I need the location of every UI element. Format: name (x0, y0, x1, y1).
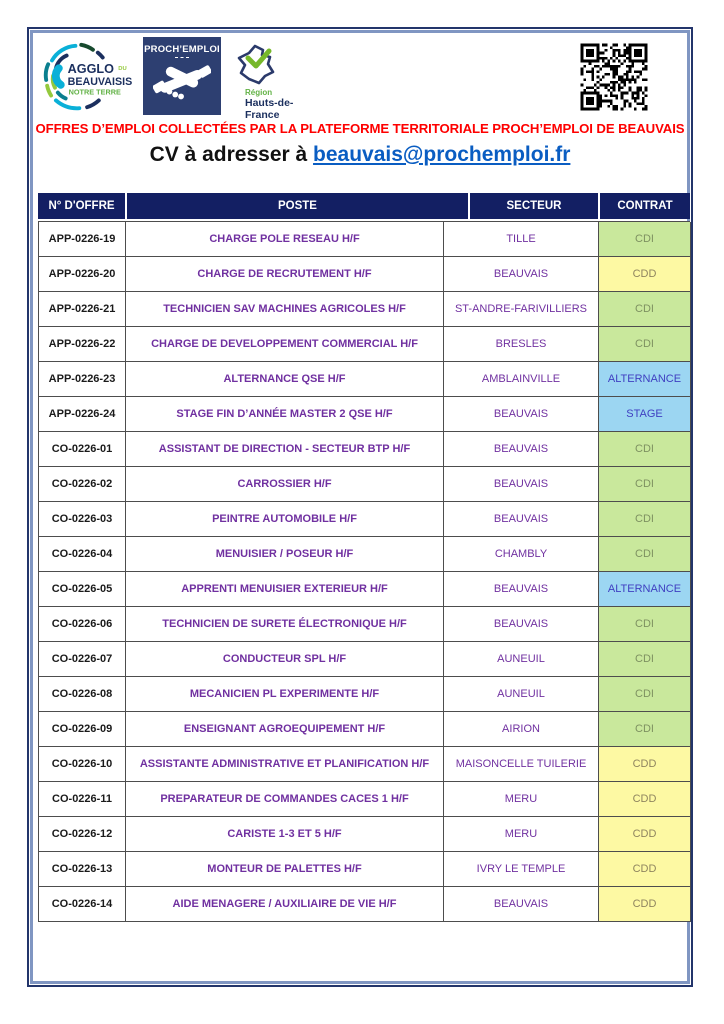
cell-secteur: ST-ANDRE-FARIVILLIERS (444, 292, 599, 327)
cell-poste: CONDUCTEUR SPL H/F (126, 642, 444, 677)
cell-poste: AIDE MENAGERE / AUXILIAIRE DE VIE H/F (126, 887, 444, 922)
cell-secteur: BEAUVAIS (444, 432, 599, 467)
cell-secteur: IVRY LE TEMPLE (444, 852, 599, 887)
cell-poste: CHARGE DE DEVELOPPEMENT COMMERCIAL H/F (126, 327, 444, 362)
qr-code-canvas (578, 41, 650, 113)
page-title: OFFRES D’EMPLOI COLLECTÉES PAR LA PLATEFORME TERRITORIALE PROCH’EMPLOI DE BEAUVAIS (35, 121, 685, 136)
cell-poste: ASSISTANTE ADMINISTRATIVE ET PLANIFICATION H/F (126, 747, 444, 782)
table-row (39, 642, 690, 677)
cell-secteur: AMBLAINVILLE (444, 362, 599, 397)
cell-secteur: CHAMBLY (444, 537, 599, 572)
cell-offer-number: APP-0226-23 (39, 362, 126, 397)
email-link[interactable]: beauvais@prochemploi.fr (313, 143, 571, 166)
hauts-de-france-logo (231, 43, 327, 121)
cell-poste: ASSISTANT DE DIRECTION - SECTEUR BTP H/F (126, 432, 444, 467)
cell-secteur: MERU (444, 782, 599, 817)
cell-offer-number: CO-0226-05 (39, 572, 126, 607)
prochemploi-dash (175, 57, 189, 58)
cell-poste: TECHNICIEN DE SURETE ÉLECTRONIQUE H/F (126, 607, 444, 642)
cell-contrat: STAGE (599, 397, 691, 432)
cell-contrat: CDD (599, 852, 691, 887)
cell-contrat: CDD (599, 747, 691, 782)
table-row (39, 362, 690, 397)
agglo-swirl-icon (43, 39, 139, 115)
page-content (33, 33, 687, 981)
cell-secteur: BEAUVAIS (444, 502, 599, 537)
table-row (39, 747, 690, 782)
table-row (39, 817, 690, 852)
cell-offer-number: CO-0226-09 (39, 712, 126, 747)
header-contrat: CONTRAT (598, 193, 690, 219)
cell-offer-number: CO-0226-12 (39, 817, 126, 852)
table-row (39, 257, 690, 292)
table-row (39, 537, 690, 572)
cell-poste: APPRENTI MENUISIER EXTERIEUR H/F (126, 572, 444, 607)
cell-poste: MONTEUR DE PALETTES H/F (126, 852, 444, 887)
cell-contrat: ALTERNANCE (599, 362, 691, 397)
table-row (39, 502, 690, 537)
cell-secteur: BEAUVAIS (444, 257, 599, 292)
cell-offer-number: CO-0226-04 (39, 537, 126, 572)
table-row (39, 852, 690, 887)
cell-contrat: CDD (599, 782, 691, 817)
cell-offer-number: CO-0226-02 (39, 467, 126, 502)
table-row (39, 607, 690, 642)
agglo-line1b-text: DU (118, 66, 127, 73)
cell-offer-number: CO-0226-07 (39, 642, 126, 677)
cell-offer-number: APP-0226-21 (39, 292, 126, 327)
agglo-line2-text: BEAUVAISIS (67, 75, 133, 88)
cell-contrat: CDI (599, 677, 691, 712)
jobs-table (38, 193, 690, 922)
cell-offer-number: APP-0226-19 (39, 222, 126, 257)
cell-poste: TECHNICIEN SAV MACHINES AGRICOLES H/F (126, 292, 444, 327)
table-row (39, 677, 690, 712)
table-row (39, 397, 690, 432)
cell-offer-number: APP-0226-22 (39, 327, 126, 362)
table-row (39, 467, 690, 502)
hdf-region-label: Région (245, 88, 273, 97)
cell-poste: CARISTE 1-3 ET 5 H/F (126, 817, 444, 852)
cell-secteur: MAISONCELLE TUILERIE (444, 747, 599, 782)
cell-offer-number: CO-0226-03 (39, 502, 126, 537)
cell-secteur: AIRION (444, 712, 599, 747)
hdf-name-label: Hauts-de-France (245, 97, 294, 121)
agglo-line3-text: NOTRE TERRE (68, 87, 121, 97)
table-row (39, 292, 690, 327)
cell-poste: PREPARATEUR DE COMMANDES CACES 1 H/F (126, 782, 444, 817)
cell-secteur: BEAUVAIS (444, 607, 599, 642)
cv-prefix-text: CV à adresser à (149, 143, 314, 166)
cell-secteur: BRESLES (444, 327, 599, 362)
cell-contrat: CDI (599, 642, 691, 677)
cell-secteur: BEAUVAIS (444, 467, 599, 502)
cell-secteur: AUNEUIL (444, 642, 599, 677)
cell-offer-number: APP-0226-20 (39, 257, 126, 292)
cell-offer-number: CO-0226-14 (39, 887, 126, 922)
cell-contrat: ALTERNANCE (599, 572, 691, 607)
cell-poste: MENUISIER / POSEUR H/F (126, 537, 444, 572)
cell-contrat: CDI (599, 292, 691, 327)
page-border-inner (30, 30, 690, 984)
header-secteur: SECTEUR (468, 193, 598, 219)
cell-offer-number: CO-0226-13 (39, 852, 126, 887)
cell-poste: PEINTRE AUTOMOBILE H/F (126, 502, 444, 537)
cell-contrat: CDD (599, 887, 691, 922)
qr-code (577, 40, 651, 114)
cell-offer-number: CO-0226-10 (39, 747, 126, 782)
table-row (39, 222, 690, 257)
table-row (39, 712, 690, 747)
cell-contrat: CDD (599, 817, 691, 852)
cv-instruction (33, 143, 687, 167)
cell-poste: ALTERNANCE QSE H/F (126, 362, 444, 397)
cell-contrat: CDI (599, 327, 691, 362)
cell-contrat: CDI (599, 467, 691, 502)
agglo-line1-text: AGGLO (67, 62, 115, 77)
france-map-icon (231, 43, 283, 87)
cell-offer-number: CO-0226-06 (39, 607, 126, 642)
cell-poste: STAGE FIN D’ANNÉE MASTER 2 QSE H/F (126, 397, 444, 432)
cell-contrat: CDI (599, 432, 691, 467)
cell-secteur: BEAUVAIS (444, 572, 599, 607)
cell-secteur: BEAUVAIS (444, 887, 599, 922)
page-border-outer (27, 27, 693, 987)
agglo-beauvaisis-logo (43, 39, 139, 115)
table-row (39, 432, 690, 467)
handshake-icon (153, 59, 211, 103)
cell-poste: ENSEIGNANT AGROEQUIPEMENT H/F (126, 712, 444, 747)
cell-contrat: CDI (599, 607, 691, 642)
table-row (39, 782, 690, 817)
cell-contrat: CDD (599, 257, 691, 292)
table-row (39, 327, 690, 362)
cell-poste: MECANICIEN PL EXPERIMENTE H/F (126, 677, 444, 712)
prochemploi-logo-title: PROCH’EMPLOI (144, 44, 220, 55)
cell-poste: CHARGE POLE RESEAU H/F (126, 222, 444, 257)
logo-band (41, 37, 679, 121)
cell-secteur: BEAUVAIS (444, 397, 599, 432)
cell-poste: CARROSSIER H/F (126, 467, 444, 502)
table-header-row (38, 193, 690, 219)
cell-contrat: CDI (599, 537, 691, 572)
cell-contrat: CDI (599, 712, 691, 747)
cell-offer-number: CO-0226-11 (39, 782, 126, 817)
prochemploi-logo (143, 37, 221, 115)
cell-offer-number: APP-0226-24 (39, 397, 126, 432)
table-row (39, 887, 690, 922)
table-body (38, 221, 690, 922)
header-poste: POSTE (125, 193, 468, 219)
table-row (39, 572, 690, 607)
cell-secteur: TILLE (444, 222, 599, 257)
cell-offer-number: CO-0226-01 (39, 432, 126, 467)
cell-secteur: MERU (444, 817, 599, 852)
cell-contrat: CDI (599, 502, 691, 537)
cell-secteur: AUNEUIL (444, 677, 599, 712)
cell-offer-number: CO-0226-08 (39, 677, 126, 712)
cell-poste: CHARGE DE RECRUTEMENT H/F (126, 257, 444, 292)
header-offre: N° D'OFFRE (38, 193, 125, 219)
cell-contrat: CDI (599, 222, 691, 257)
